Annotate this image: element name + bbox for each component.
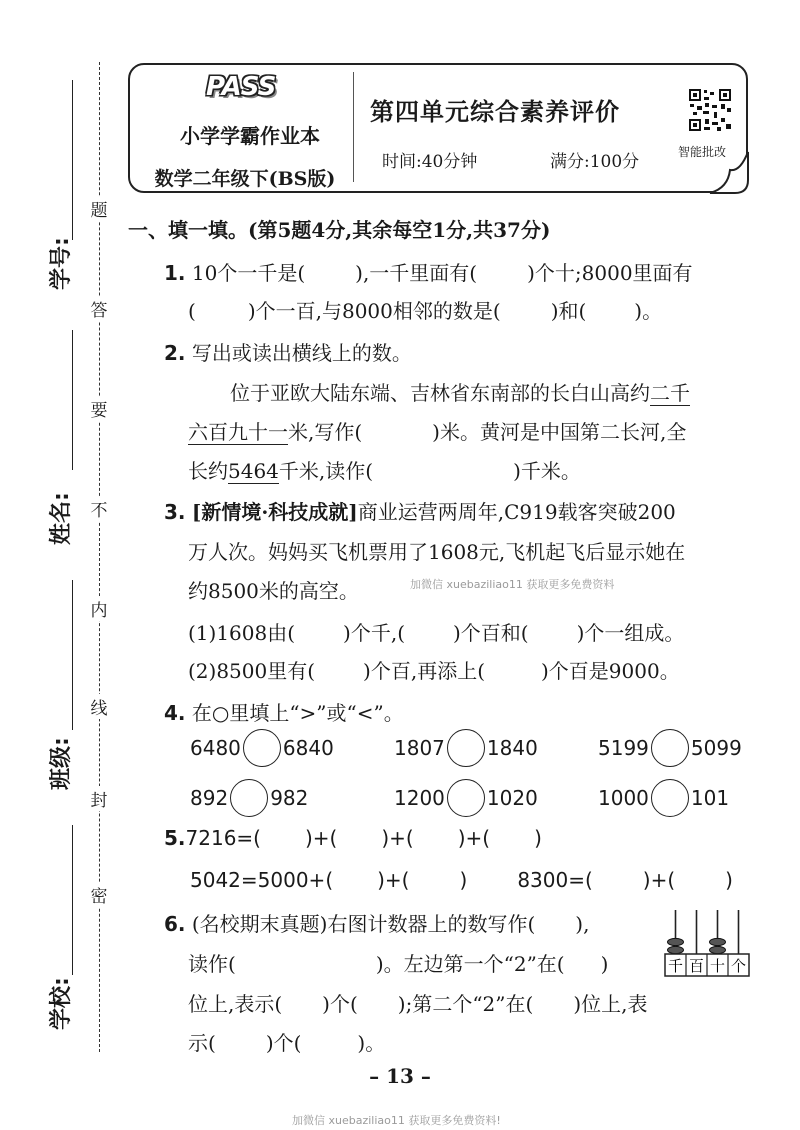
binding-char: 题: [88, 196, 110, 221]
q6-text: (名校期末真题)右图计数器上的数写作(: [191, 912, 536, 936]
q6-line1: [164, 908, 589, 937]
q1-text: )个一百,与8000相邻的数是(: [247, 299, 501, 323]
class-label: 班级:: [49, 737, 74, 790]
q6-line4: [188, 1027, 385, 1056]
q6-text: )位上,表: [573, 992, 648, 1016]
binding-char: 不: [88, 496, 110, 521]
q5-text: 7216=(: [185, 826, 261, 850]
q2-underlined-number: 二千: [650, 381, 690, 405]
q6-text: )个(: [322, 992, 358, 1016]
school-line[interactable]: [72, 825, 73, 975]
qr-code-icon[interactable]: [688, 88, 732, 132]
q5-text: ): [725, 868, 733, 892]
compare-left: 1807: [394, 736, 445, 760]
q6-text: ): [600, 952, 609, 976]
q2-text: )千米。: [513, 459, 581, 483]
q3-sub1: [188, 617, 684, 646]
q2-text: 米,写作(: [288, 420, 363, 444]
q1-number: 1.: [164, 261, 186, 285]
compare-right: 6840: [282, 736, 334, 760]
q3-line1: [164, 496, 676, 525]
q6-text: 示(: [188, 1031, 216, 1055]
binding-char: 线: [88, 694, 110, 719]
compare-circle[interactable]: [230, 779, 268, 817]
class-line[interactable]: [72, 580, 73, 730]
q2-text: 长约: [188, 459, 228, 483]
time-limit: 时间:40分钟: [382, 152, 478, 172]
q1-line2: [188, 295, 662, 324]
q2-title: 写出或读出横线上的数。: [191, 341, 412, 365]
q6-line3: [188, 988, 647, 1017]
student-id-line[interactable]: [72, 80, 73, 240]
compare-right: 982: [270, 786, 309, 810]
q2-title-line: [164, 337, 412, 366]
q4-title-line: [164, 697, 404, 726]
q1-text: )。: [634, 299, 663, 323]
page-number: – 13 –: [369, 1064, 431, 1088]
q3-text: )个千,(: [343, 621, 405, 645]
q2-text: 千米,读作(: [278, 459, 374, 483]
compare-left: 1200: [394, 786, 445, 810]
compare-circle[interactable]: [651, 779, 689, 817]
abacus-place-label: 个: [730, 957, 747, 975]
q3-text: )个百和(: [453, 621, 529, 645]
q3-text: 商业运营两周年,C919载客突破200: [357, 500, 676, 524]
compare-circle[interactable]: [651, 729, 689, 767]
q5-line2: [190, 868, 733, 892]
abacus-place-label: 千: [667, 957, 684, 975]
header-divider: [353, 72, 354, 182]
unit-title: 第四单元综合素养评价: [370, 97, 620, 126]
q6-text: )个(: [265, 1031, 302, 1055]
q1-text: )和(: [550, 299, 587, 323]
book-grade: 数学二年级下(BS版): [154, 168, 336, 190]
school-label: 学校:: [49, 977, 74, 1030]
compare-circle[interactable]: [447, 729, 485, 767]
q1-text: 10个一千是(: [191, 261, 306, 285]
q5-text: )+(: [381, 826, 414, 850]
q5-text: ): [459, 868, 468, 892]
q6-number: 6.: [164, 912, 186, 936]
q2-underlined-number: 六百九十一: [188, 420, 288, 444]
abacus-bead: [668, 938, 684, 945]
q1-text: (: [188, 299, 196, 323]
compare-right: 1840: [486, 736, 538, 760]
compare-left: 892: [190, 786, 229, 810]
q5-text: )+(: [457, 826, 491, 850]
binding-char: 封: [88, 786, 110, 811]
name-line[interactable]: [72, 330, 73, 470]
q2-text: )米。黄河是中国第二长河,全: [432, 420, 687, 444]
q2-number: 2.: [164, 341, 186, 365]
q3-line3: 约8500米的高空。: [188, 579, 359, 603]
q3-text: (1)1608由(: [188, 621, 296, 645]
watermark: 加微信 xuebaziliao11 获取更多免费资料!: [292, 1114, 501, 1127]
binding-char: 答: [88, 296, 110, 321]
q5-line1: [164, 826, 542, 850]
pass-logo: PASS: [206, 72, 276, 102]
compare-pair: [394, 779, 538, 817]
q2-para-line2: [188, 416, 686, 445]
compare-circle[interactable]: [447, 779, 485, 817]
compare-pair: [598, 779, 729, 817]
abacus-bead: [710, 946, 726, 953]
student-id-label: 学号:: [49, 237, 74, 290]
compare-right: 5099: [690, 736, 742, 760]
q3-number: 3.: [164, 500, 186, 524]
q2-para-line3: [188, 455, 581, 484]
q6-text: )。: [357, 1031, 386, 1055]
q5-text: ): [534, 826, 542, 850]
abacus-bead: [710, 938, 726, 945]
compare-right: 1020: [486, 786, 538, 810]
section-title: 一、填一填。(第5题4分,其余每空1分,共37分): [128, 218, 551, 242]
q5-text: )+(: [642, 868, 676, 892]
q6-text: );第二个“2”在(: [397, 992, 534, 1016]
q3-text: )个百,再添上(: [363, 659, 485, 683]
q2-para-line1: [230, 377, 690, 406]
compare-pair: [394, 729, 538, 767]
q3-tag: [新情境·科技成就]: [191, 500, 358, 524]
page-curl-decoration: [700, 150, 750, 195]
compare-left: 5199: [598, 736, 649, 760]
abacus-place-label: 百: [688, 957, 705, 975]
q6-text: 读作(: [188, 952, 236, 976]
compare-left: 1000: [598, 786, 649, 810]
abacus-place-label: 十: [709, 957, 726, 975]
q3-line2: 万人次。妈妈买飞机票用了1608元,飞机起飞后显示她在: [188, 540, 686, 564]
q1-text: ),一千里面有(: [355, 261, 478, 285]
q2-text: 位于亚欧大陆东端、吉林省东南部的长白山高约: [230, 381, 650, 405]
q5-text: 5042=5000+(: [190, 868, 334, 892]
compare-right: 101: [690, 786, 730, 810]
q5-text: )+(: [377, 868, 410, 892]
q2-underlined-number: 5464: [228, 459, 279, 483]
q3-sub2: [188, 655, 680, 684]
abacus-bead: [668, 946, 684, 953]
q5-text: 8300=(: [517, 868, 593, 892]
q1-text: )个十;8000里面有: [527, 261, 693, 285]
book-name: 小学学霸作业本: [180, 124, 320, 148]
compare-left: 6480: [190, 736, 241, 760]
binding-char: 内: [88, 596, 110, 621]
qr-label: 智能批改: [678, 145, 727, 159]
name-label: 姓名:: [49, 492, 74, 545]
binding-char: 密: [88, 882, 110, 907]
q5-text: )+(: [304, 826, 338, 850]
compare-pair: [190, 779, 308, 817]
compare-pair: [190, 729, 334, 767]
compare-circle[interactable]: [243, 729, 281, 767]
compare-pair: [598, 729, 742, 767]
q3-text: )个一组成。: [576, 621, 685, 645]
q5-number: 5.: [164, 826, 186, 850]
binding-char: 要: [88, 396, 110, 421]
watermark: 加微信 xuebaziliao11 获取更多免费资料: [410, 578, 615, 591]
q4-number: 4.: [164, 701, 186, 725]
full-score: 满分:100分: [550, 152, 640, 172]
q6-text: )。左边第一个“2”在(: [375, 952, 565, 976]
q6-line2: [188, 948, 608, 977]
q4-title: 在○里填上“>”或“<”。: [191, 701, 404, 725]
q1-line1: [164, 257, 693, 286]
q3-text: (2)8500里有(: [188, 659, 316, 683]
q6-text: ),: [575, 912, 590, 936]
q6-text: 位上,表示(: [188, 992, 283, 1016]
abacus-figure: [664, 908, 750, 978]
q3-text: )个百是9000。: [541, 659, 680, 683]
